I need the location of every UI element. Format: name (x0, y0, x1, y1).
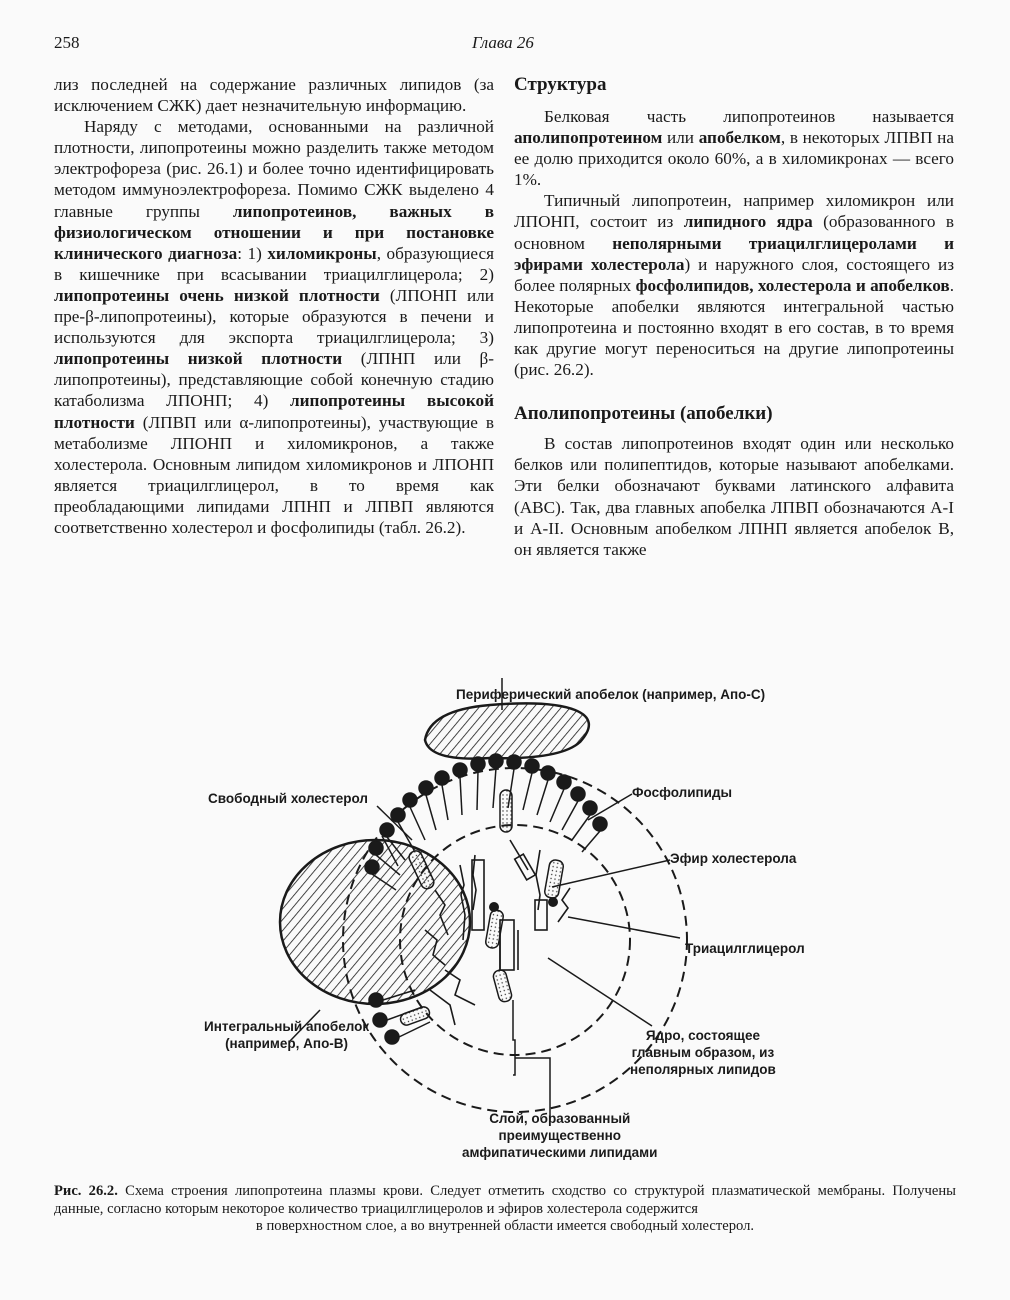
paragraph: Наряду с методами, основанными на различной плотности, липопротеины можно разделить также методом электрофореза (рис. 26.1) и более точно идентифицировать методом иммуноэлектрофореза. Помимо СЖК выделено 4 главные группы липопротеинов, важных в физиологическом отношении и при постановке клинического диагноза: 1) хиломикроны, образующиеся в кишечнике при всасывании триацилглицерола; 2) липопротеины очень низкой плотности (ЛПОНП или пре-β-липопротеины), которые образуются в печени и используются для экспорта триацилглицерола; 3) липопротеины низкой плотности (ЛПНП или β-липопротеины), представляющие собой конечную стадию катаболизма ЛПОНП; 4) липопротеины высокой плотности (ЛПВП или α-липопротеины), участвующие в метаболизме ЛПОНП и хиломикронов, а также холестерола. Основным липидом хиломикронов и ЛПОНП является триацилглицерол, в то время как преобладающими липидами ЛПНП и ЛПВП являются соответственно холестерол и фосфолипиды (табл. 26.2). (54, 117, 495, 537)
label-triacylglycerol: Триацилглицерол (685, 941, 805, 956)
label-integral-apoprotein: Интегральный апобелок (например, Апо-В) (204, 1019, 370, 1051)
figure-caption (54, 1183, 956, 1236)
lipoprotein-structure-illustration (190, 670, 810, 1170)
paragraph: Белковая часть липопротеинов называется аполипопротеином или апобелком, в некоторых ЛПВП на ее долю приходится около 60%, а в хиломикронах — всего 1%. (514, 107, 954, 190)
section-heading-structure: Структура (514, 74, 607, 95)
paragraph: Типичный липопротеин, например хиломикрон или ЛПОНП, состоит из липидного ядра (образованного в основном неполярными триацилглицеролами и эфирами холестерола) и наружного слоя, состоящего из более полярных фосфолипидов, холестерола и апобелков. Некоторые апобелки являются интегральной частью липопротеина и постоянно входят в его состав, в то время как другие могут переноситься на другие липопротеины (рис. 26.2). (514, 191, 955, 380)
caption-text: Схема строения липопротеина плазмы крови. Следует отметить сходство со структурой плазматической мембраны. Получены данные, согласно которым некоторое количество триацилглицеролов и эфиров холестерола содержится (54, 1183, 956, 1217)
right-column (514, 74, 954, 560)
lipoprotein-diagram (190, 670, 810, 1170)
label-amphipathic-layer: Слой, образованный преимущественно амфипатическими липидами (462, 1111, 658, 1160)
page-number: 258 (54, 33, 80, 52)
chapter-title: Глава 26 (472, 33, 534, 52)
left-column (54, 74, 494, 538)
label-free-cholesterol: Свободный холестерол (208, 791, 368, 806)
caption-label: Рис. 26.2. (54, 1183, 118, 1199)
paragraph: лиз последней на содержание различных липидов (за исключением СЖК) дает незначительную информацию. (54, 75, 494, 116)
paragraph: В состав липопротеинов входят один или несколько белков или полипептидов, которые называют апобелками. Эти белки обозначают буквами латинского алфавита (ABC). Так, два главных апобелка ЛПВП обозначаются A-I и A-II. Основным апобелком ЛПНП является апобелок B, он является также (514, 434, 954, 559)
label-phospholipids: Фосфолипиды (632, 785, 733, 800)
label-cholesterol-ester: Эфир холестерола (670, 851, 797, 866)
label-core: Ядро, состоящее главным образом, из неполярных липидов (630, 1028, 776, 1077)
caption-last-line: в поверхностном слое, а во внутренней области имеется свободный холестерол. (255, 1218, 755, 1234)
label-peripheral-apoprotein: Периферический апобелок (например, Апо-С) (456, 687, 766, 702)
section-heading-apolipoproteins: Аполипопротеины (апобелки) (514, 403, 773, 425)
